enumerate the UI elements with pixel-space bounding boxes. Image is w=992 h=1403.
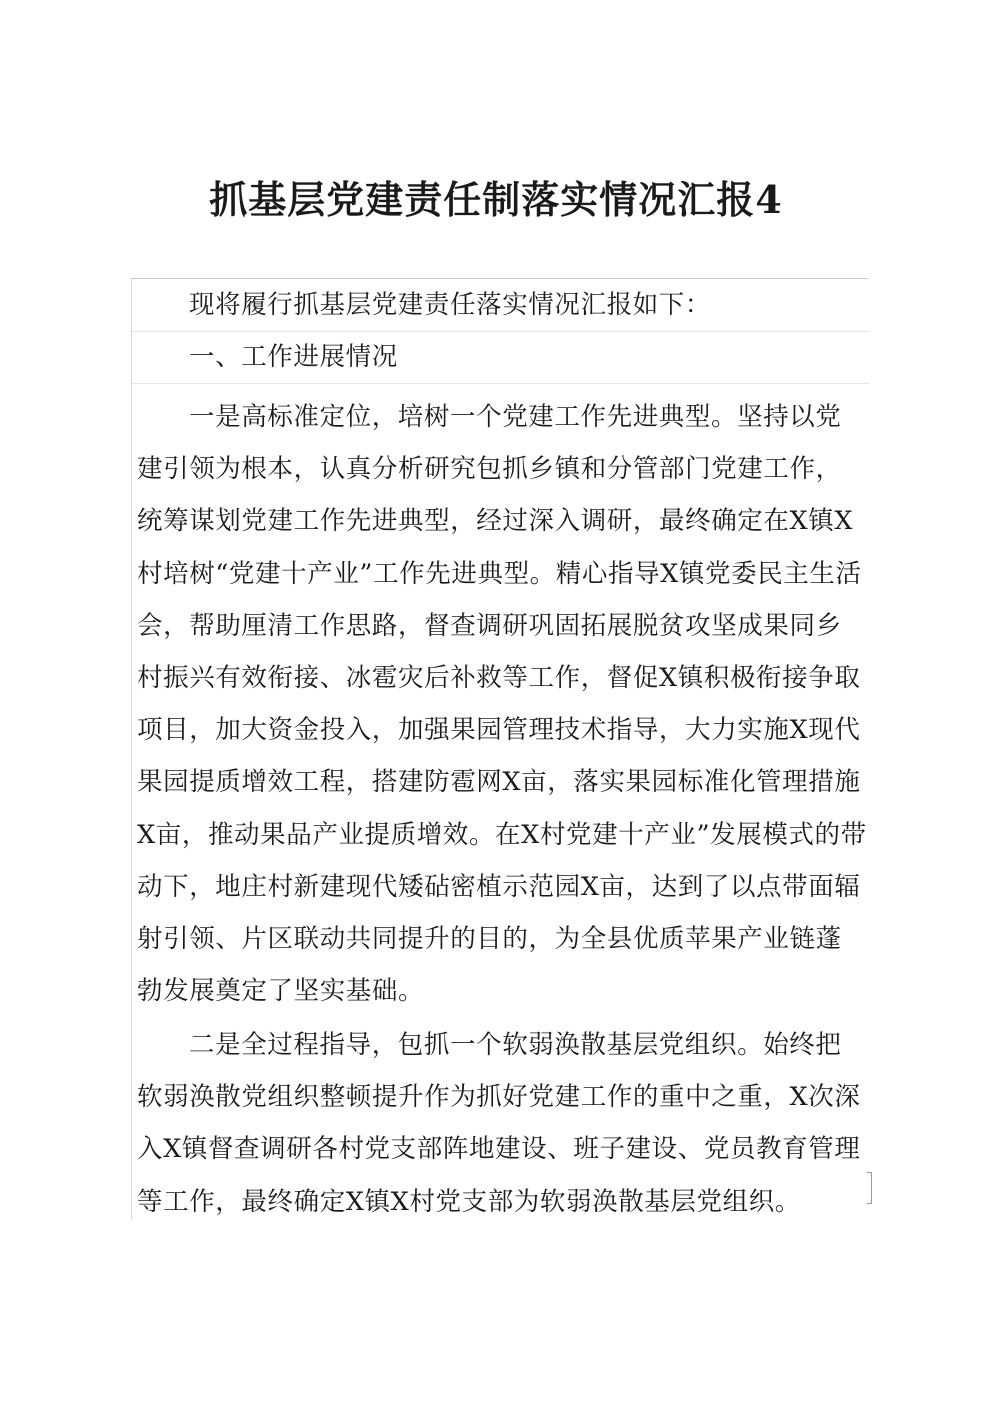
document-body (131, 278, 868, 1220)
body-paragraph-2: 二是全过程指导，包抓一个软弱涣散基层党组织。始终把软弱涣散党组织整顿提升作为抓好党建工作的重中之重，X次深入X镇督查调研各村党支部阵地建设、班子建设、党员教育管理等工作，最终确定X镇X村党支部为软弱涣散基层党组织。 (137, 1030, 861, 1217)
intro-paragraph: 现将履行抓基层党建责任落实情况汇报如下： (189, 290, 712, 320)
document-title: 抓基层党建责任制落实情况汇报4 (209, 177, 783, 222)
section-heading: 一、工作进展情况 (189, 342, 398, 372)
body-paragraph-1: 一是高标准定位，培树一个党建工作先进典型。坚持以党建引领为根本，认真分析研究包抓乡镇和分管部门党建工作，统筹谋划党建工作先进典型，经过深入调研，最终确定在X镇X村培树“党建十产业”工作先进典型。精心指导X镇党委民主生活会，帮助厘清工作思路，督查调研巩固拓展脱贫攻坚成果同乡村振兴有效衔接、冰雹灾后补救等工作，督促X镇积极衔接争取项目，加大资金投入，加强果园管理技术指导，大力实施X现代果园提质增效工程，搭建防雹网X亩，落实果园标准化管理措施X亩，推动果品产业提质增效。在X村党建十产业”发展模式的带动下，地庄村新建现代矮砧密植示范园X亩，达到了以点带面辐射引领、片区联动共同提升的目的，为全县优质苹果产业链蓬勃发展奠定了坚实基础。 (137, 402, 867, 1007)
text-box-end-mark (867, 1172, 872, 1204)
